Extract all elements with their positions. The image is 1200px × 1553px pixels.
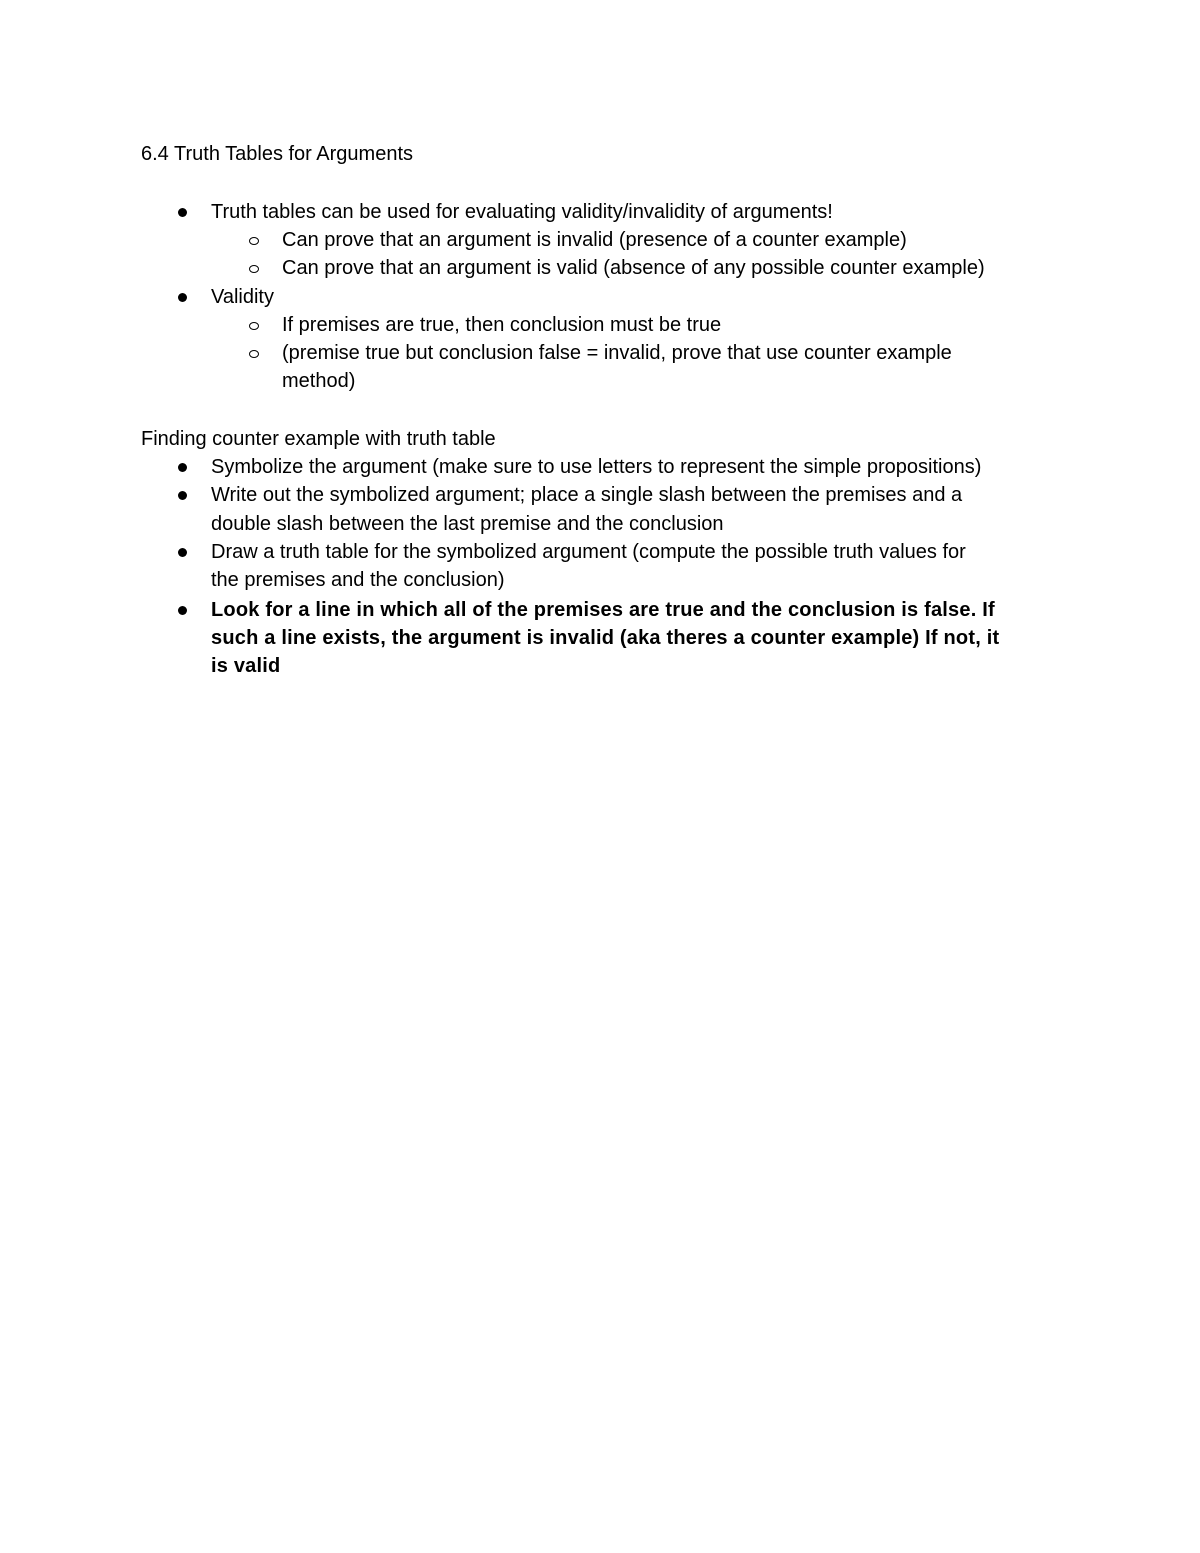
sub-list-item-continuation: method) [282, 370, 356, 392]
list-item-bold-continuation: is valid [211, 655, 281, 677]
sub-list-item: Can prove that an argument is invalid (presence of a counter example) [282, 229, 907, 251]
bullet-icon [178, 491, 187, 500]
list-item: Draw a truth table for the symbolized argument (compute the possible truth values for [211, 541, 966, 563]
list-item-bold-continuation: such a line exists, the argument is invalid (aka theres a counter example) If not, it [211, 627, 1000, 649]
sub-list-item: (premise true but conclusion false = invalid, prove that use counter example [282, 342, 952, 364]
bullet-icon [178, 293, 187, 302]
sub-list-item: If premises are true, then conclusion must be true [282, 314, 722, 336]
bullet-icon [178, 548, 187, 557]
hollow-bullet-icon [249, 322, 259, 330]
bullet-icon [178, 606, 187, 615]
section-heading-counter-example: Finding counter example with truth table [141, 428, 496, 450]
list-item-continuation: double slash between the last premise and the conclusion [211, 513, 724, 535]
sub-list-item: Can prove that an argument is valid (absence of any possible counter example) [282, 257, 985, 279]
hollow-bullet-icon [249, 237, 259, 245]
list-item: Validity [211, 286, 274, 308]
bullet-icon [178, 463, 187, 472]
list-item: Write out the symbolized argument; place a single slash between the premises and a [211, 484, 963, 506]
list-item: Truth tables can be used for evaluating validity/invalidity of arguments! [211, 201, 833, 223]
hollow-bullet-icon [249, 350, 259, 358]
list-item-bold: Look for a line in which all of the premises are true and the conclusion is false. If [211, 599, 995, 621]
bullet-icon [178, 208, 187, 217]
list-item: Symbolize the argument (make sure to use letters to represent the simple propositions) [211, 456, 982, 478]
section-heading-truth-tables: 6.4 Truth Tables for Arguments [141, 143, 414, 165]
list-item-continuation: the premises and the conclusion) [211, 569, 505, 591]
hollow-bullet-icon [249, 265, 259, 273]
